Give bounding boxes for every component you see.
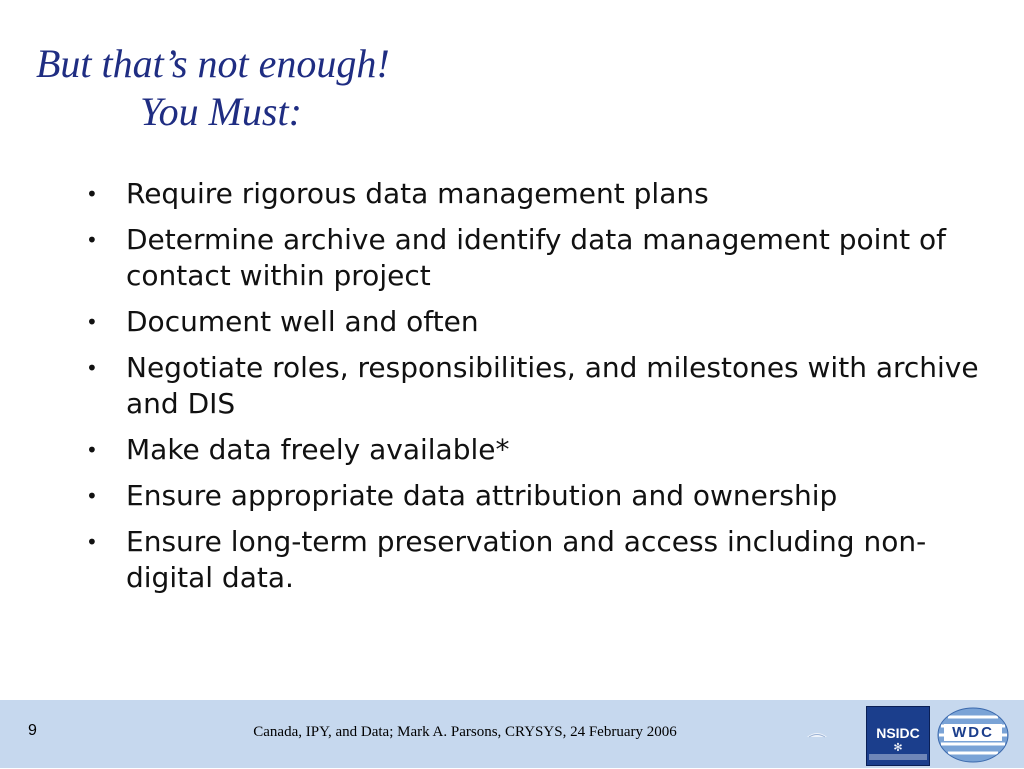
wdc-logo-text: WDC <box>944 724 1002 741</box>
bullet-item <box>86 432 986 468</box>
title-line-1: But that’s not enough! <box>36 41 390 86</box>
bullet-item <box>86 524 986 596</box>
bullet-text: Make data freely available* <box>126 433 510 466</box>
bullet-text: Require rigorous data management plans <box>126 177 709 210</box>
title-line-2: You Must: <box>140 89 302 134</box>
bullet-list <box>86 176 986 606</box>
bullet-dot-icon: • <box>86 310 98 334</box>
footer-text: Canada, IPY, and Data; Mark A. Parsons, CRYSYS, 24 February 2006 <box>253 724 677 740</box>
bullet-item <box>86 304 986 340</box>
bullet-text: Ensure appropriate data attribution and ownership <box>126 479 838 512</box>
bullet-text: Document well and often <box>126 305 479 338</box>
bullet-item <box>86 350 986 422</box>
bullet-dot-icon: • <box>86 438 98 462</box>
bullet-text: Determine archive and identify data management point of contact within project <box>126 223 947 292</box>
small-logo-icon <box>806 729 828 739</box>
bullet-text: Ensure long-term preservation and access including non-digital data. <box>126 525 927 594</box>
bullet-item <box>86 478 986 514</box>
slide-number: 9 <box>28 722 37 739</box>
nsidc-logo-text: NSIDC <box>876 725 920 741</box>
nsidc-logo-subtitle-band <box>869 754 927 760</box>
bullet-item <box>86 176 986 212</box>
bullet-dot-icon: • <box>86 530 98 554</box>
bullet-dot-icon: • <box>86 356 98 380</box>
bullet-dot-icon: • <box>86 182 98 206</box>
bullet-item <box>86 222 986 294</box>
wdc-logo <box>936 706 1010 764</box>
slide-title <box>36 40 390 136</box>
bullet-text: Negotiate roles, responsibilities, and milestones with archive and DIS <box>126 351 979 420</box>
nsidc-logo <box>866 706 930 766</box>
bullet-dot-icon: • <box>86 484 98 508</box>
snowflake-icon: ✻ <box>893 741 903 754</box>
bullet-dot-icon: • <box>86 228 98 252</box>
